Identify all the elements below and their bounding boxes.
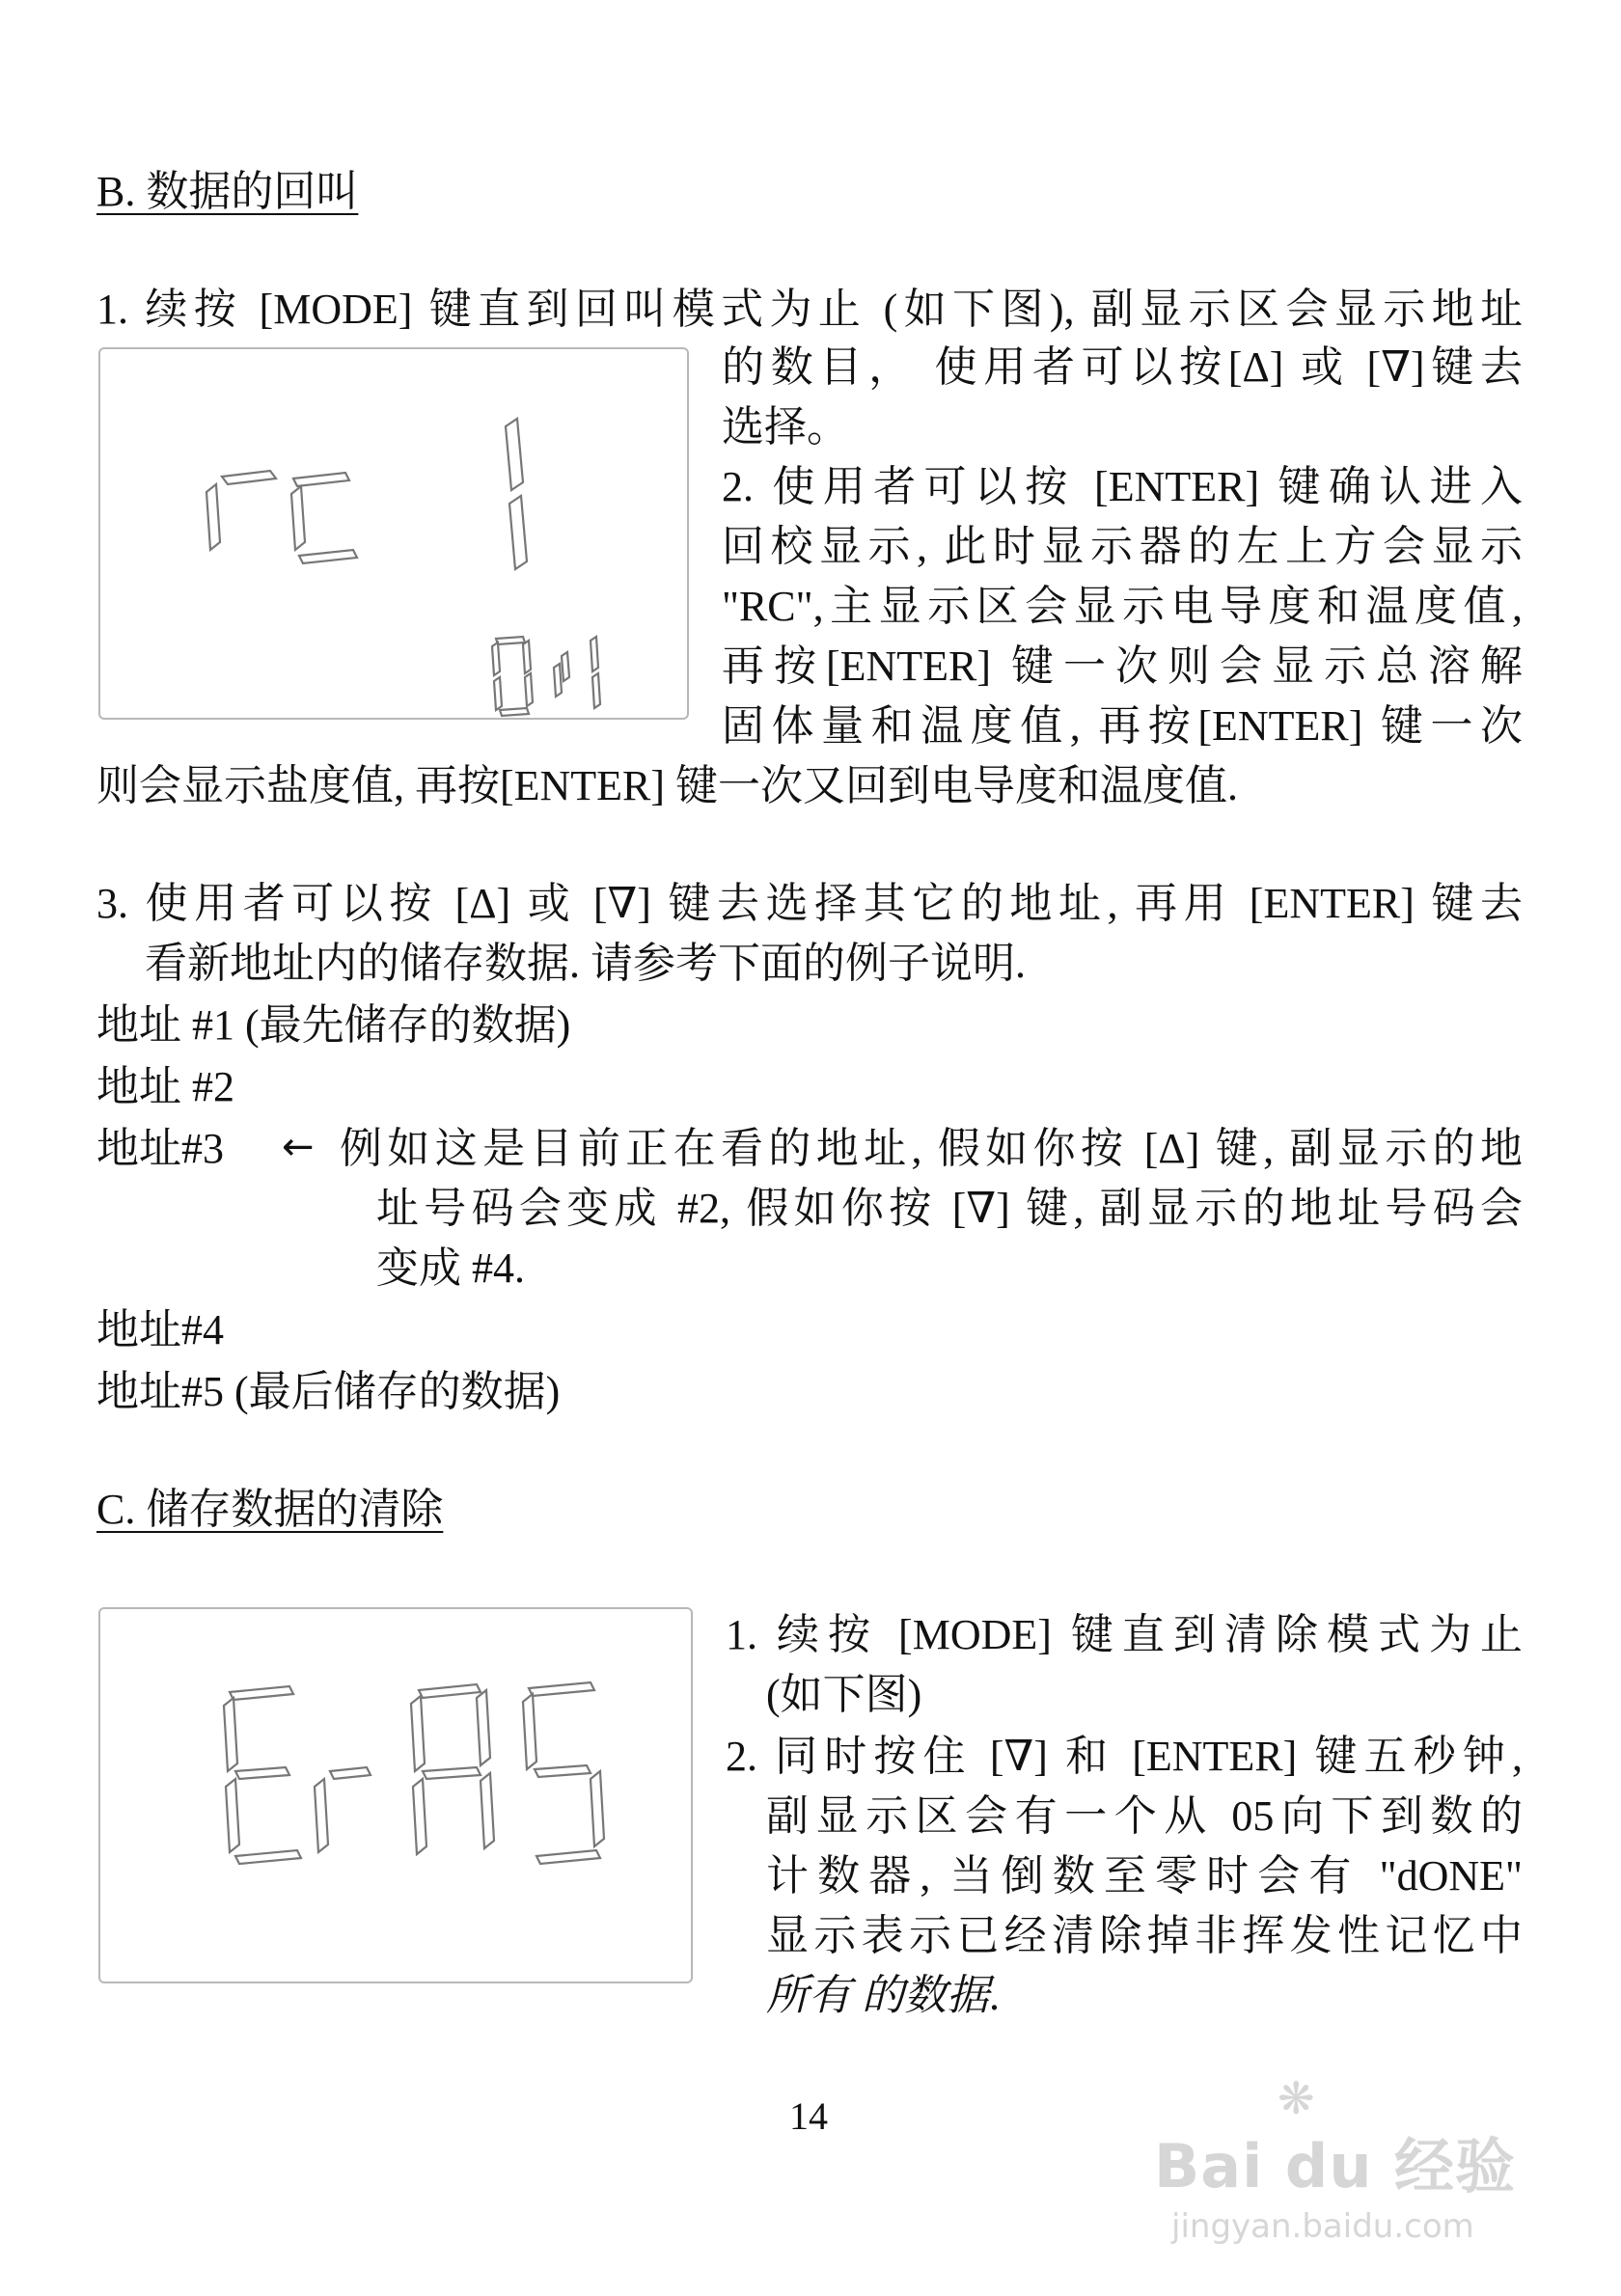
b-step1-line1: 1. 续按 [MODE] 键直到回叫模式为止 (如下图), 副显示区会显示地址 xyxy=(96,286,1523,333)
section-c-heading: C. 储存数据的清除 xyxy=(96,1486,444,1533)
address-3-note-line2: 址号码会变成 #2, 假如你按 [∇] 键, 副显示的地址号码会 xyxy=(376,1185,1523,1232)
c-step1-line2: (如下图) xyxy=(766,1671,922,1718)
watermark-brand: Bai du 经验 xyxy=(1154,2131,1517,2201)
lcd-recall-segments xyxy=(100,349,687,718)
b-step2-line6: 则会显示盐度值, 再按[ENTER] 键一次又回到电导度和温度值. xyxy=(96,762,1239,809)
address-5: 地址#5 (最后储存的数据) xyxy=(96,1368,561,1415)
b-step3-line1: 3. 使用者可以按 [Δ] 或 [∇] 键去选择其它的地址, 再用 [ENTER] 键去 xyxy=(96,880,1523,927)
watermark-url: jingyan.baidu.com xyxy=(1171,2207,1474,2246)
b-step2-line4: 再按[ENTER] 键一次则会显示总溶解 xyxy=(722,642,1523,690)
b-step2-line2: 回校显示, 此时显示器的左上方会显示 xyxy=(722,523,1523,570)
c-step2-line1: 2. 同时按住 [∇] 和 [ENTER] 键五秒钟, xyxy=(726,1733,1523,1780)
page-number: 14 xyxy=(789,2094,828,2138)
italic-emphasis-text: 所有 的数据 xyxy=(766,1972,989,2019)
b-step2-line1: 2. 使用者可以按 [ENTER] 键确认进入 xyxy=(722,463,1523,510)
lcd-erase-display xyxy=(98,1607,693,1983)
b-step1-line2: 的数目， 使用者可以按[Δ] 或 [∇]键去 xyxy=(722,343,1523,391)
address-3-note-line1: 例如这是目前正在看的地址, 假如你按 [Δ] 键, 副显示的地 xyxy=(340,1125,1523,1172)
b-step2-line5: 固体量和温度值, 再按[ENTER] 键一次 xyxy=(722,702,1523,750)
left-arrow-icon: ← xyxy=(282,1125,315,1169)
watermark-logo xyxy=(1154,2072,1517,2204)
address-4: 地址#4 xyxy=(96,1306,224,1353)
section-b-heading: B. 数据的回叫 xyxy=(96,168,359,215)
address-1: 地址 #1 (最先储存的数据) xyxy=(96,1001,571,1049)
paw-icon: ❋ xyxy=(1278,2072,1316,2124)
b-step1-line3: 选择。 xyxy=(722,403,849,451)
lcd-recall-display xyxy=(98,347,689,720)
c-step2-line3: 计数器, 当倒数至零时会有 "dONE" xyxy=(766,1852,1523,1900)
b-step2-line3: "RC",主显示区会显示电导度和温度值, xyxy=(722,583,1523,630)
c-step2-line2: 副显示区会有一个从 05向下到数的 xyxy=(766,1792,1523,1840)
lcd-erase-segments xyxy=(100,1609,691,1982)
c-step2-line5 xyxy=(766,1966,1000,2026)
c-step2-line4: 显示表示已经清除掉非挥发性记忆中 xyxy=(766,1912,1523,1959)
address-3-note-line3: 变成 #4. xyxy=(376,1244,525,1292)
line-end-period: . xyxy=(989,1972,1000,2019)
c-step1-line1: 1. 续按 [MODE] 键直到清除模式为止 xyxy=(726,1611,1523,1658)
address-2: 地址 #2 xyxy=(96,1063,234,1110)
address-3: 地址#3 xyxy=(96,1125,224,1172)
b-step3-line2: 看新地址内的储存数据. 请参考下面的例子说明. xyxy=(145,940,1026,987)
